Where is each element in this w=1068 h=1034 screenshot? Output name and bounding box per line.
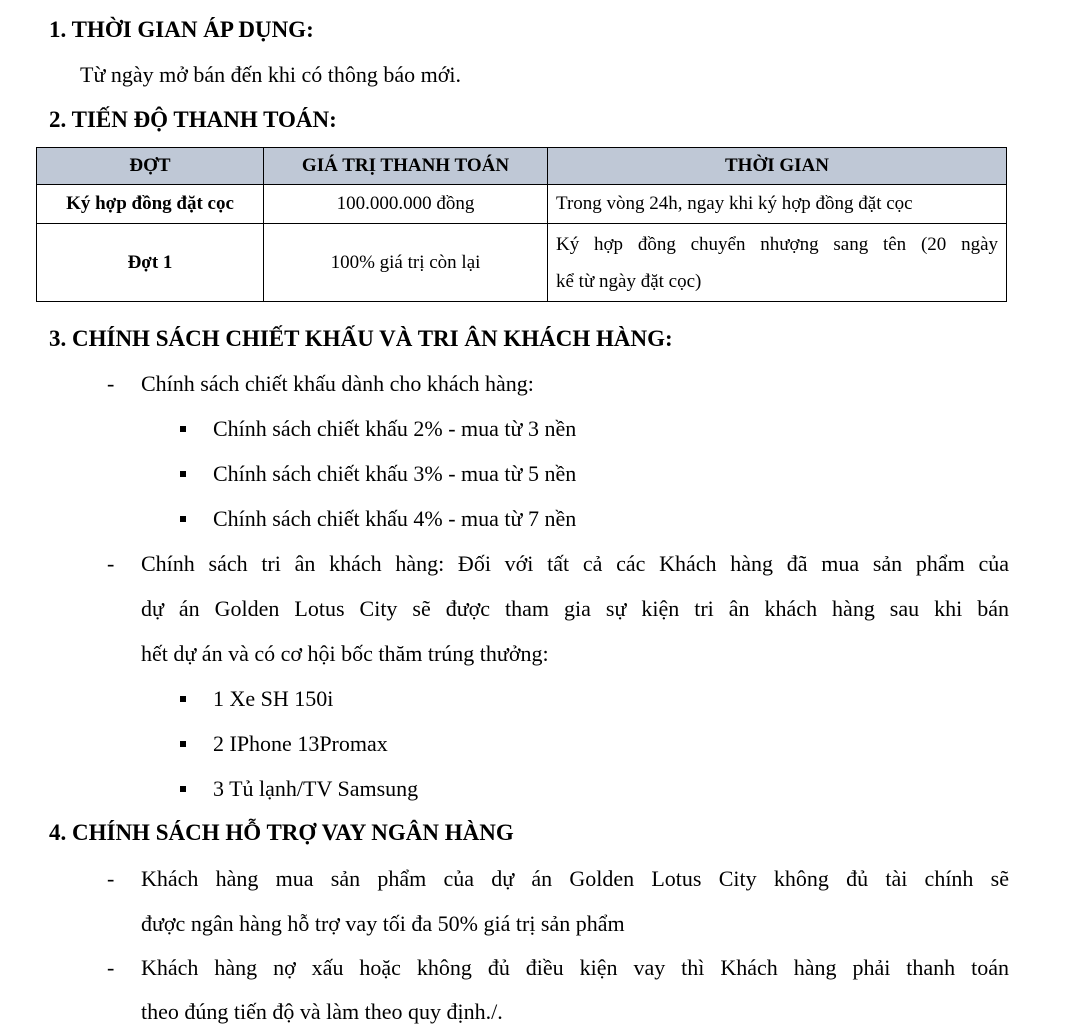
list-item: Chính sách chiết khấu 3% - mua từ 5 nền [213, 461, 577, 486]
section-1-text: Từ ngày mở bán đến khi có thông báo mới. [80, 62, 462, 87]
section-3-heading: 3. CHÍNH SÁCH CHIẾT KHẤU VÀ TRI ÂN KHÁCH HÀNG: [49, 326, 673, 351]
table-cell: Trong vòng 24h, ngay khi ký hợp đồng đặt cọc [548, 185, 1007, 224]
gratitude-line: Chính sách tri ân khách hàng: Đối với tất cả các Khách hàng đã mua sản phẩm của [141, 551, 1009, 576]
table-row [37, 185, 1007, 224]
dash-bullet: - [107, 955, 115, 980]
section-2-heading: 2. TIẾN ĐỘ THANH TOÁN: [49, 107, 337, 132]
discount-policy-intro: Chính sách chiết khấu dành cho khách hàng: [141, 371, 534, 396]
header-cell-phase: ĐỢT [37, 148, 264, 185]
gratitude-line: dự án Golden Lotus City sẽ được tham gia sự kiện tri ân khách hàng sau khi bán [141, 596, 1009, 621]
table-row [37, 224, 1007, 302]
square-bullet-icon [180, 696, 186, 702]
section-1-heading: 1. THỜI GIAN ÁP DỤNG: [49, 17, 314, 42]
square-bullet-icon [180, 786, 186, 792]
gratitude-line: hết dự án và có cơ hội bốc thăm trúng thưởng: [141, 641, 549, 666]
table-cell [548, 224, 1007, 302]
list-item: Chính sách chiết khấu 4% - mua từ 7 nền [213, 506, 577, 531]
list-item: 1 Xe SH 150i [213, 686, 334, 711]
loan-line: được ngân hàng hỗ trợ vay tối đa 50% giá trị sản phẩm [141, 911, 625, 936]
list-item: 3 Tủ lạnh/TV Samsung [213, 776, 419, 801]
list-item: 2 IPhone 13Promax [213, 731, 388, 756]
table-cell: 100.000.000 đồng [264, 185, 548, 224]
square-bullet-icon [180, 471, 186, 477]
header-cell-value: GIÁ TRỊ THANH TOÁN [264, 148, 548, 185]
payment-schedule-table [36, 147, 1007, 302]
square-bullet-icon [180, 426, 186, 432]
header-cell-time: THỜI GIAN [548, 148, 1007, 185]
loan-line: theo đúng tiến độ và làm theo quy định./. [141, 999, 503, 1024]
table-header-row [37, 148, 1007, 185]
dash-bullet: - [107, 371, 115, 396]
dash-bullet: - [107, 866, 115, 891]
cell-line: kể từ ngày đặt cọc) [556, 270, 702, 292]
list-item: Chính sách chiết khấu 2% - mua từ 3 nền [213, 416, 577, 441]
square-bullet-icon [180, 516, 186, 522]
table-cell: Ký hợp đồng đặt cọc [37, 185, 264, 224]
loan-line: Khách hàng mua sản phẩm của dự án Golden Lotus City không đủ tài chính sẽ [141, 866, 1009, 891]
section-4-heading: 4. CHÍNH SÁCH HỖ TRỢ VAY NGÂN HÀNG [49, 820, 514, 845]
table-cell: Đợt 1 [37, 224, 264, 302]
loan-line: Khách hàng nợ xấu hoặc không đủ điều kiện vay thì Khách hàng phải thanh toán [141, 955, 1009, 980]
table-cell: 100% giá trị còn lại [264, 224, 548, 302]
dash-bullet: - [107, 551, 115, 576]
cell-line: Ký hợp đồng chuyển nhượng sang tên (20 ngày [556, 233, 998, 255]
square-bullet-icon [180, 741, 186, 747]
